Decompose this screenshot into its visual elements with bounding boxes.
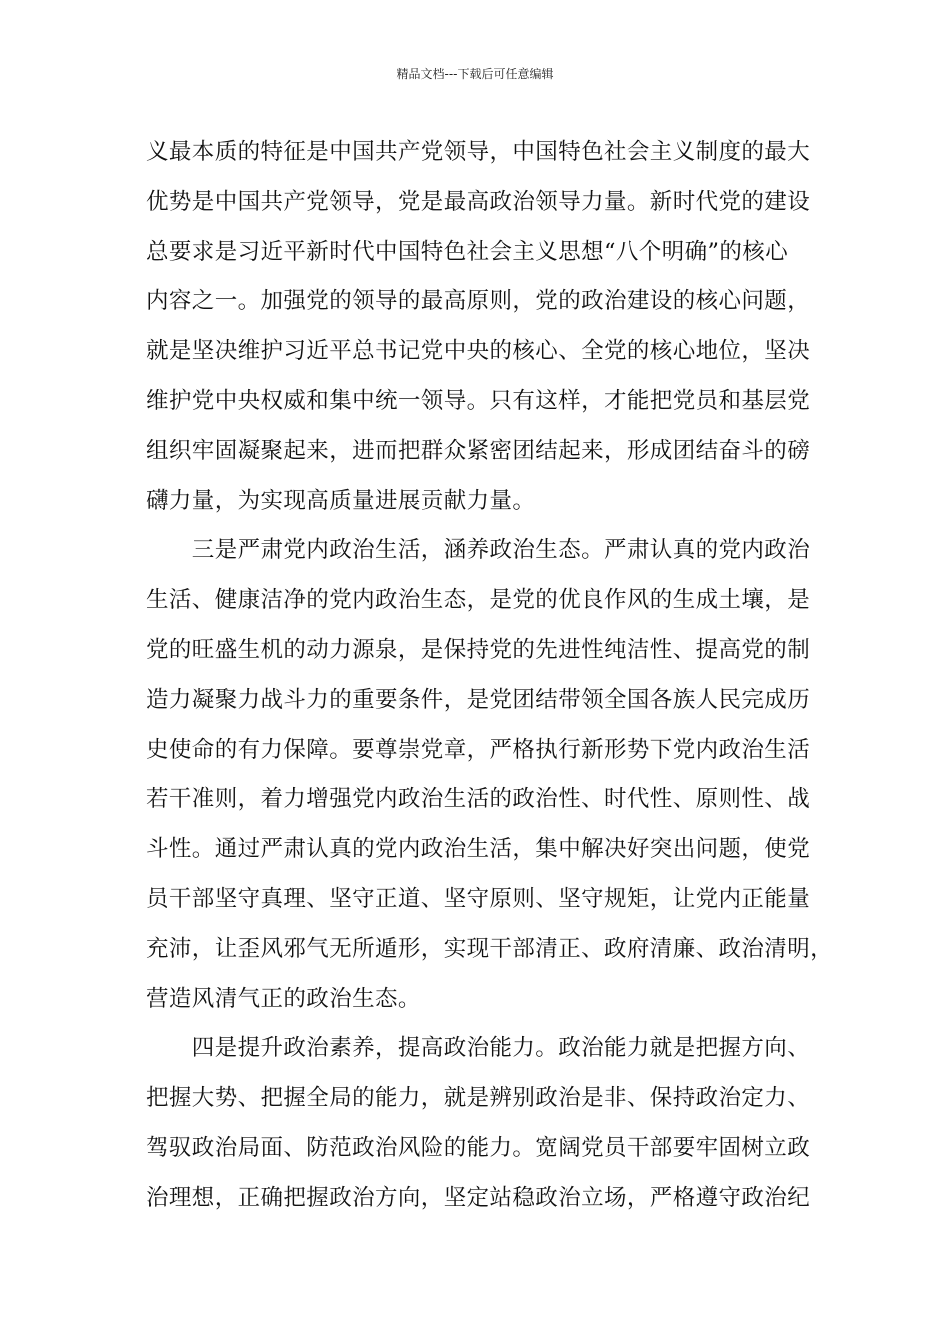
paragraph-2: [146, 526, 836, 1024]
text-line: 驾驭政治局面、防范政治风险的能力。宽阔党员干部要牢固树立政: [146, 1134, 811, 1161]
text-line: 员干部坚守真理、坚守正道、坚守原则、坚守规矩，让党内正能量: [146, 885, 811, 912]
text-line: 维护党中央权威和集中统一领导。只有这样，才能把党员和基层党: [146, 387, 811, 414]
text-line: 史使命的有力保障。要尊崇党章，严格执行新形势下党内政治生活: [146, 736, 811, 763]
text-line: 斗性。通过严肃认真的党内政治生活，集中解决好突出问题，使党: [146, 836, 811, 863]
text-line: 四是提升政治素养，提高政治能力。政治能力就是把握方向、: [146, 1035, 811, 1062]
text-line: 礴力量，为实现高质量进展贡献力量。: [146, 487, 536, 514]
text-line: 总要求是习近平新时代中国特色社会主义思想“八个明确”的核心: [146, 238, 789, 265]
text-line: 组织牢固凝聚起来，进而把群众紧密团结起来，形成团结奋斗的磅: [146, 437, 811, 464]
page-header: 精品文档---下载后可任意编辑: [396, 67, 554, 81]
text-line: 三是严肃党内政治生活，涵养政治生态。严肃认真的党内政治: [146, 537, 811, 564]
text-line: 若干准则，着力增强党内政治生活的政治性、时代性、原则性、战: [146, 786, 811, 813]
text-line: 优势是中国共产党领导，党是最高政治领导力量。新时代党的建设: [146, 188, 811, 215]
document-body: [146, 128, 836, 1224]
text-line: 就是坚决维护习近平总书记党中央的核心、全党的核心地位，坚决: [146, 338, 811, 365]
text-line: 造力凝聚力战斗力的重要条件，是党团结带领全国各族人民完成历: [146, 686, 811, 713]
text-line: 营造风清气正的政治生态。: [146, 985, 421, 1012]
paragraph-1: [146, 128, 836, 526]
paragraph-3: [146, 1024, 836, 1223]
text-line: 治理想，正确把握政治方向，坚定站稳政治立场，严格遵守政治纪: [146, 1184, 811, 1211]
text-line: 义最本质的特征是中国共产党领导，中国特色社会主义制度的最大: [146, 139, 811, 165]
text-line: 充沛，让歪风邪气无所遁形，实现干部清正、政府清廉、政治清明，: [146, 935, 834, 962]
text-line: 把握大势、把握全局的能力，就是辨别政治是非、保持政治定力、: [146, 1085, 811, 1112]
text-line: 内容之一。加强党的领导的最高原则，党的政治建设的核心问题，: [146, 288, 811, 315]
text-line: 生活、健康洁净的党内政治生态，是党的优良作风的生成土壤，是: [146, 587, 811, 614]
text-line: 党的旺盛生机的动力源泉，是保持党的先进性纯洁性、提高党的制: [146, 636, 811, 663]
